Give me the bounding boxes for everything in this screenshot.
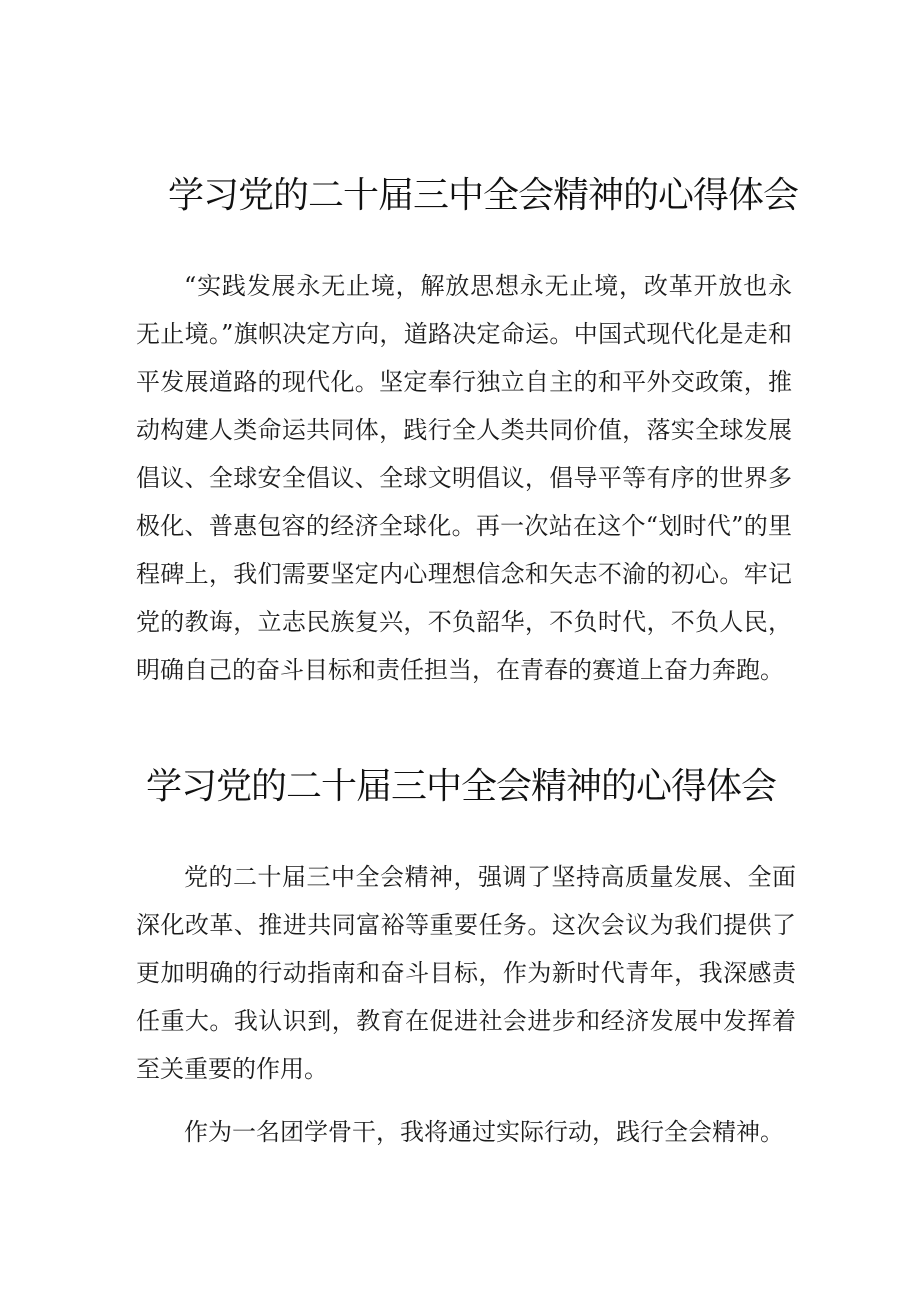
article-section-1 bbox=[0, 172, 920, 684]
article-title: 学习党的二十届三中全会精神的心得体会 bbox=[168, 175, 799, 216]
article-body bbox=[136, 262, 792, 694]
paragraph: 作为一名团学骨干，我将通过实际行动，践行全会精神。 bbox=[184, 1118, 784, 1146]
article-title: 学习党的二十届三中全会精神的心得体会 bbox=[146, 766, 777, 807]
paragraph: “实践发展永无止境，解放思想永无止境，改革开放也永无止境。”旗帜决定方向，道路决定命运。中国式现代化是走和平发展道路的现代化。坚定奉行独立自主的和平外交政策，推动构建人类命运共同体，践行全人类共同价值，落实全球发展倡议、全球安全倡议、全球文明倡议，倡导平等有序的世界多极化、普惠包容的经济全球化。再一次站在这个“划时代”的里程碑上，我们需要坚定内心理想信念和矢志不渝的初心。牢记党的教诲，立志民族复兴，不负韶华，不负时代，不负人民，明确自己的奋斗目标和责任担当，在青春的赛道上奋力奔跑。 bbox=[136, 272, 792, 684]
article-body bbox=[136, 853, 796, 1156]
article-section-2 bbox=[0, 763, 920, 1146]
paragraph: 党的二十届三中全会精神，强调了坚持高质量发展、全面深化改革、推进共同富裕等重要任务。这次会议为我们提供了更加明确的行动指南和奋斗目标，作为新时代青年，我深感责任重大。我认识到，教育在促进社会进步和经济发展中发挥着至关重要的作用。 bbox=[136, 863, 796, 1083]
